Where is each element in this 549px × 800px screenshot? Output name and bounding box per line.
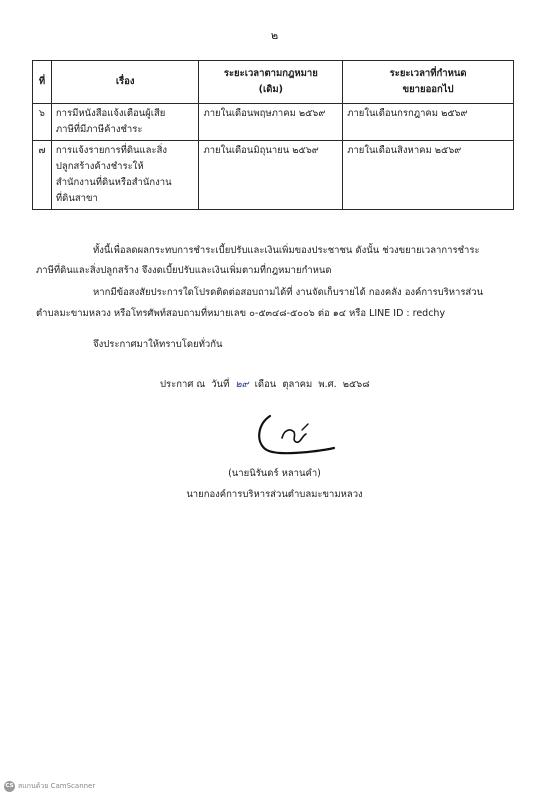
row-legal-period: ภายในเดือนพฤษภาคม ๒๕๖๙ xyxy=(199,104,343,141)
row-subject-line: การแจ้งรายการที่ดินและสิ่ง xyxy=(55,145,168,156)
row-legal-period: ภายในเดือนมิถุนายน ๒๕๖๙ xyxy=(199,141,343,210)
announce-label: ประกาศ ณ xyxy=(160,379,206,390)
row-subject-line: ภาษีที่มีภาษีค้างชำระ xyxy=(55,124,143,135)
scanner-text: สแกนด้วย CamScanner xyxy=(18,782,96,790)
table-row xyxy=(33,141,514,210)
signer-name: (นายนิรันดร์ หลานคำ) xyxy=(228,468,321,479)
month-value: ตุลาคม xyxy=(282,379,313,390)
month-label: เดือน xyxy=(254,379,277,390)
signer-position: นายกองค์การบริหารส่วนตำบลมะขามหลวง xyxy=(186,489,363,500)
year-value: ๒๕๖๘ xyxy=(342,379,370,390)
header-no: ที่ xyxy=(33,61,52,104)
header-legal-period-line: ระยะเวลาตามกฎหมาย xyxy=(223,68,318,79)
announce-date xyxy=(160,376,370,394)
table-row xyxy=(33,104,514,141)
paragraph-1-line-1: ทั้งนี้เพื่อลดผลกระทบการชำระเบี้ยปรับและเงินเพิ่มของประชาชน ดังนั้น ช่วงขยายเวลาการชำระ xyxy=(93,245,480,256)
table-header-row xyxy=(33,61,514,104)
day-label: วันที่ xyxy=(211,379,230,390)
row-subject xyxy=(51,141,199,210)
camscanner-icon: CS xyxy=(4,781,15,792)
scanner-watermark xyxy=(4,781,95,792)
closing-statement: จึงประกาศมาให้ทราบโดยทั่วกัน xyxy=(93,339,223,350)
row-subject-line: ที่ดินสาขา xyxy=(55,193,98,204)
header-extended-period-line: ระยะเวลาที่กำหนด xyxy=(389,68,467,79)
paragraph-2-line-1: หากมีข้อสงสัยประการใดโปรดติดต่อสอบถามได้ที่ งานจัดเก็บรายได้ กองคลัง องค์การบริหารส่วน xyxy=(93,287,484,298)
row-extended-period: ภายในเดือนสิงหาคม ๒๕๖๙ xyxy=(343,141,514,210)
row-extended-period: ภายในเดือนกรกฎาคม ๒๕๖๙ xyxy=(343,104,514,141)
signature xyxy=(250,410,340,458)
row-subject-line: ปลูกสร้างค้างชำระให้ xyxy=(55,161,144,172)
header-extended-period-line: ขยายออกไป xyxy=(402,84,454,95)
row-no: ๖ xyxy=(33,104,52,141)
paragraph-1-line-2: ภาษีที่ดินและสิ่งปลูกสร้าง จึงงดเบี้ยปรับและเงินเพิ่มตามที่กฎหมายกำหนด xyxy=(36,265,332,276)
extension-table xyxy=(32,60,514,210)
day-value: ๒๙ xyxy=(235,379,249,390)
year-label: พ.ศ. xyxy=(318,379,337,390)
header-subject: เรื่อง xyxy=(51,61,199,104)
paragraph-2-line-2: ตำบลมะขามหลวง หรือโทรศัพท์สอบถามที่หมายเลข ๐-๕๓๔๘-๕๐๐๖ ต่อ ๑๔ หรือ LINE ID : redchy xyxy=(36,308,446,319)
header-extended-period xyxy=(343,61,514,104)
header-legal-period-line: (เดิม) xyxy=(258,84,283,95)
row-subject-line: การมีหนังสือแจ้งเตือนผู้เสีย xyxy=(55,108,166,119)
page-number: ๒ xyxy=(270,29,279,42)
row-subject-line: สำนักงานที่ดินหรือสำนักงาน xyxy=(55,177,172,188)
row-no: ๗ xyxy=(33,141,52,210)
row-subject xyxy=(51,104,199,141)
header-legal-period xyxy=(199,61,343,104)
